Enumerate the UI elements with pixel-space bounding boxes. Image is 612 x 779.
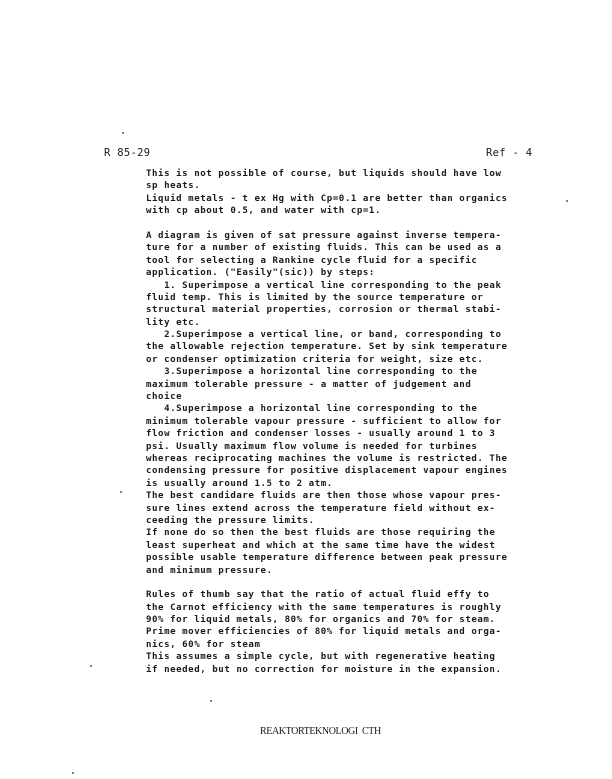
text-line: possible usable temperature difference between peak pressure	[146, 553, 508, 564]
text-line: fluid temp. This is limited by the source temperature or	[146, 292, 484, 303]
text-line: If none do so then the best fluids are those requiring the	[146, 528, 496, 539]
text-line: minimum tolerable vapour pressure - sufficient to allow for	[146, 416, 502, 427]
text-line: Rules of thumb say that the ratio of actual fluid effy to	[146, 590, 490, 601]
scan-speck	[122, 132, 124, 134]
body-text	[146, 168, 546, 676]
text-line: 2.Superimpose a vertical line, or band, corresponding to	[146, 330, 502, 341]
text-line: structural material properties, corrosion or thermal stabi-	[146, 305, 502, 316]
scan-speck	[566, 200, 568, 202]
text-line: The best candidare fluids are then those whose vapour pres-	[146, 491, 502, 502]
text-line: This assumes a simple cycle, but with regenerative heating	[146, 652, 496, 663]
scan-speck	[120, 491, 122, 493]
text-line: ture for a number of existing fluids. This can be used as a	[146, 243, 502, 254]
text-line: tool for selecting a Rankine cycle fluid for a specific	[146, 255, 478, 266]
text-line: 90% for liquid metals, 80% for organics and 70% for steam.	[146, 615, 496, 626]
text-line: 3.Superimpose a horizontal line corresponding to the	[146, 367, 478, 378]
text-line: flow friction and condenser losses - usually around 1 to 3	[146, 429, 496, 440]
text-line: application. ("Easily"(sic)) by steps:	[146, 268, 375, 279]
text-line: with cp about 0.5, and water with cp=1.	[146, 206, 381, 217]
text-line: the Carnot efficiency with the same temperatures is roughly	[146, 602, 502, 613]
scan-speck	[72, 772, 74, 774]
scan-speck	[210, 700, 212, 702]
text-line: choice	[146, 392, 183, 403]
scan-speck	[90, 665, 92, 667]
text-line: nics, 60% for steam	[146, 639, 261, 650]
text-line: 1. Superimpose a vertical line corresponding to the peak	[146, 280, 502, 291]
text-line: 4.Superimpose a horizontal line corresponding to the	[146, 404, 478, 415]
text-line: sure lines extend across the temperature field without ex-	[146, 503, 496, 514]
text-line: A diagram is given of sat pressure against inverse tempera-	[146, 230, 502, 241]
text-line: maximum tolerable pressure - a matter of judgement and	[146, 379, 472, 390]
text-line: Liquid metals - t ex Hg with Cp=0.1 are better than organics	[146, 193, 508, 204]
text-line: and minimum pressure.	[146, 565, 273, 576]
text-line: lity etc.	[146, 317, 201, 328]
paragraph-gap	[146, 577, 546, 589]
text-line: or condenser optimization criteria for weight, size etc.	[146, 354, 484, 365]
footer-department: REAKTORTEKNOLOGI CTH	[260, 726, 381, 737]
text-line: condensing pressure for positive displacement vapour engines	[146, 466, 508, 477]
text-line: whereas reciprocating machines the volume is restricted. The	[146, 453, 508, 464]
text-line: least superheat and which at the same time have the widest	[146, 540, 496, 551]
paragraph-gap	[146, 218, 546, 230]
text-line: This is not possible of course, but liquids should have low	[146, 169, 502, 179]
text-line: psi. Usually maximum flow volume is needed for turbines	[146, 441, 478, 452]
text-line: if needed, but no correction for moisture in the expansion.	[146, 664, 502, 675]
report-number: R 85-29	[104, 147, 151, 159]
text-line: sp heats.	[146, 181, 201, 192]
page-reference: Ref - 4	[486, 147, 533, 159]
text-line: the allowable rejection temperature. Set by sink temperature	[146, 342, 508, 353]
text-line: Prime mover efficiencies of 80% for liquid metals and orga-	[146, 627, 502, 638]
text-line: ceeding the pressure limits.	[146, 515, 315, 526]
text-line: is usually around 1.5 to 2 atm.	[146, 478, 333, 489]
